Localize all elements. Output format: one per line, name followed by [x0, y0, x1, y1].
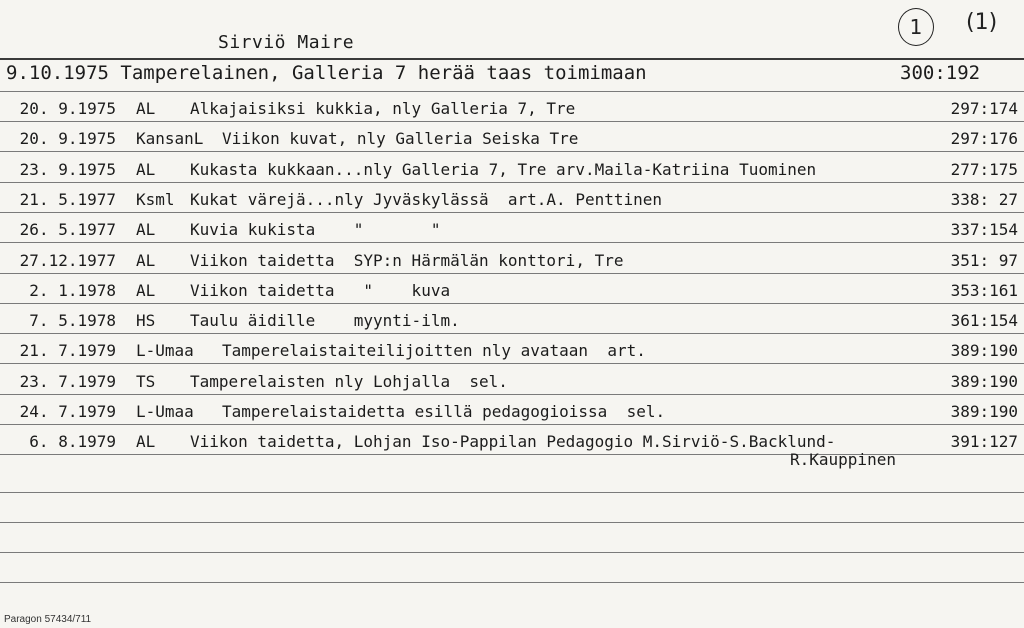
entry-date: 23. 7.1979	[19, 371, 116, 391]
entry-date: 7. 5.1978	[29, 311, 116, 331]
entry-title: Kukasta kukkaan...nly Galleria 7, Tre arv.Maila-Katriina Tuominen	[190, 159, 817, 179]
entry-title: Viikon taidetta SYP:n Härmälän konttori, Tre	[190, 250, 624, 270]
blank-rule	[0, 522, 1024, 523]
entry-source: L-Umaa	[136, 341, 194, 361]
entry-ref: 351: 97	[950, 250, 1018, 270]
row-rule	[0, 394, 1024, 395]
entry-ref: 389:190	[950, 341, 1018, 361]
row-rule	[0, 121, 1024, 122]
entry-title: Tamperelaisten nly Lohjalla sel.	[190, 371, 508, 391]
row-rule	[0, 424, 1024, 425]
row-rule	[0, 303, 1024, 304]
entry-title: Alkajaisiksi kukkia, nly Galleria 7, Tre	[190, 99, 576, 118]
entry-source: AL	[136, 159, 156, 179]
entry-title: Kuvia kukista " "	[190, 220, 441, 240]
table-row	[0, 372, 1024, 402]
entry-date: 20. 9.1975	[19, 129, 116, 149]
entry-date: 21. 5.1977	[19, 189, 116, 209]
entry-ref: 389:190	[950, 402, 1018, 421]
entry-source: HS	[136, 311, 156, 331]
parenthesized-number-mark: (1)	[966, 10, 998, 35]
entry-date: 23. 9.1975	[19, 159, 116, 179]
table-row	[0, 129, 1024, 159]
row-rule	[0, 273, 1024, 274]
blank-rule	[0, 492, 1024, 493]
entry-title: Viikon taidetta " kuva	[190, 280, 451, 300]
entry-ref: 391:127	[950, 432, 1018, 452]
entry-date: 27.12.1977	[19, 250, 116, 270]
row-rule	[0, 182, 1024, 183]
entry-ref: 361:154	[950, 311, 1018, 331]
row-rule	[0, 151, 1024, 152]
entry-date: 2. 1.1978	[29, 280, 116, 300]
table-row	[0, 99, 1024, 129]
entry-title: Kukat värejä...nly Jyväskylässä art.A. Penttinen	[190, 189, 663, 209]
entry-title: Tamperelaistaiteilijoitten nly avataan art.	[222, 341, 646, 361]
entry-ref: 297:176	[950, 129, 1018, 149]
entry-source: L-Umaa	[136, 402, 194, 421]
entry-source: TS	[136, 371, 156, 391]
row-rule	[0, 363, 1024, 364]
entry-source: AL	[136, 250, 156, 270]
blank-rule	[0, 582, 1024, 583]
entry-title: Taulu äidille myynti-ilm.	[190, 311, 460, 331]
table-row	[0, 190, 1024, 220]
row-rule	[0, 212, 1024, 213]
table-row	[0, 311, 1024, 341]
table-row	[0, 402, 1024, 432]
entry-source: AL	[136, 99, 156, 118]
entry-title: Viikon kuvat, nly Galleria Seiska Tre	[222, 129, 579, 149]
header-entry-text: 9.10.1975 Tamperelainen, Galleria 7 herää taas toimimaan	[6, 62, 647, 84]
blank-rule	[0, 552, 1024, 553]
entry-date: 6. 8.1979	[29, 432, 116, 452]
entry-title: Tamperelaistaidetta esillä pedagogioissa sel.	[222, 402, 666, 421]
entry-date: 20. 9.1975	[19, 99, 116, 118]
header-entry-ref: 300:192	[900, 62, 981, 84]
entry-date: 21. 7.1979	[19, 341, 116, 361]
card-rule	[0, 58, 1024, 60]
entry-ref: 337:154	[950, 220, 1018, 240]
entry-ref: 338: 27	[950, 189, 1018, 209]
entry-source: AL	[136, 432, 156, 452]
entry-source: AL	[136, 280, 156, 300]
card-rule	[0, 91, 1024, 92]
entry-continuation: R.Kauppinen	[790, 450, 896, 470]
entry-source: KansanL	[136, 129, 204, 149]
table-row	[0, 220, 1024, 250]
entry-date: 24. 7.1979	[19, 402, 116, 421]
table-row	[0, 341, 1024, 371]
table-row	[0, 281, 1024, 311]
card-footer: Paragon 57434/711	[4, 614, 92, 625]
entry-ref: 277:175	[950, 159, 1018, 179]
card-name: Sirviö Maire	[218, 32, 355, 53]
circled-number: 1	[909, 15, 923, 39]
table-row	[0, 251, 1024, 281]
entry-ref: 389:190	[950, 371, 1018, 391]
row-rule	[0, 333, 1024, 334]
table-row	[0, 160, 1024, 190]
entry-ref: 297:174	[950, 99, 1018, 118]
row-rule	[0, 242, 1024, 243]
entry-source: Ksml	[136, 189, 175, 209]
entry-source: AL	[136, 220, 156, 240]
entry-title: Viikon taidetta, Lohjan Iso-Pappilan Pedagogio M.Sirviö-S.Backlund-	[190, 432, 836, 452]
entry-date: 26. 5.1977	[19, 220, 116, 240]
circled-number-mark	[898, 8, 934, 46]
entry-ref: 353:161	[950, 280, 1018, 300]
